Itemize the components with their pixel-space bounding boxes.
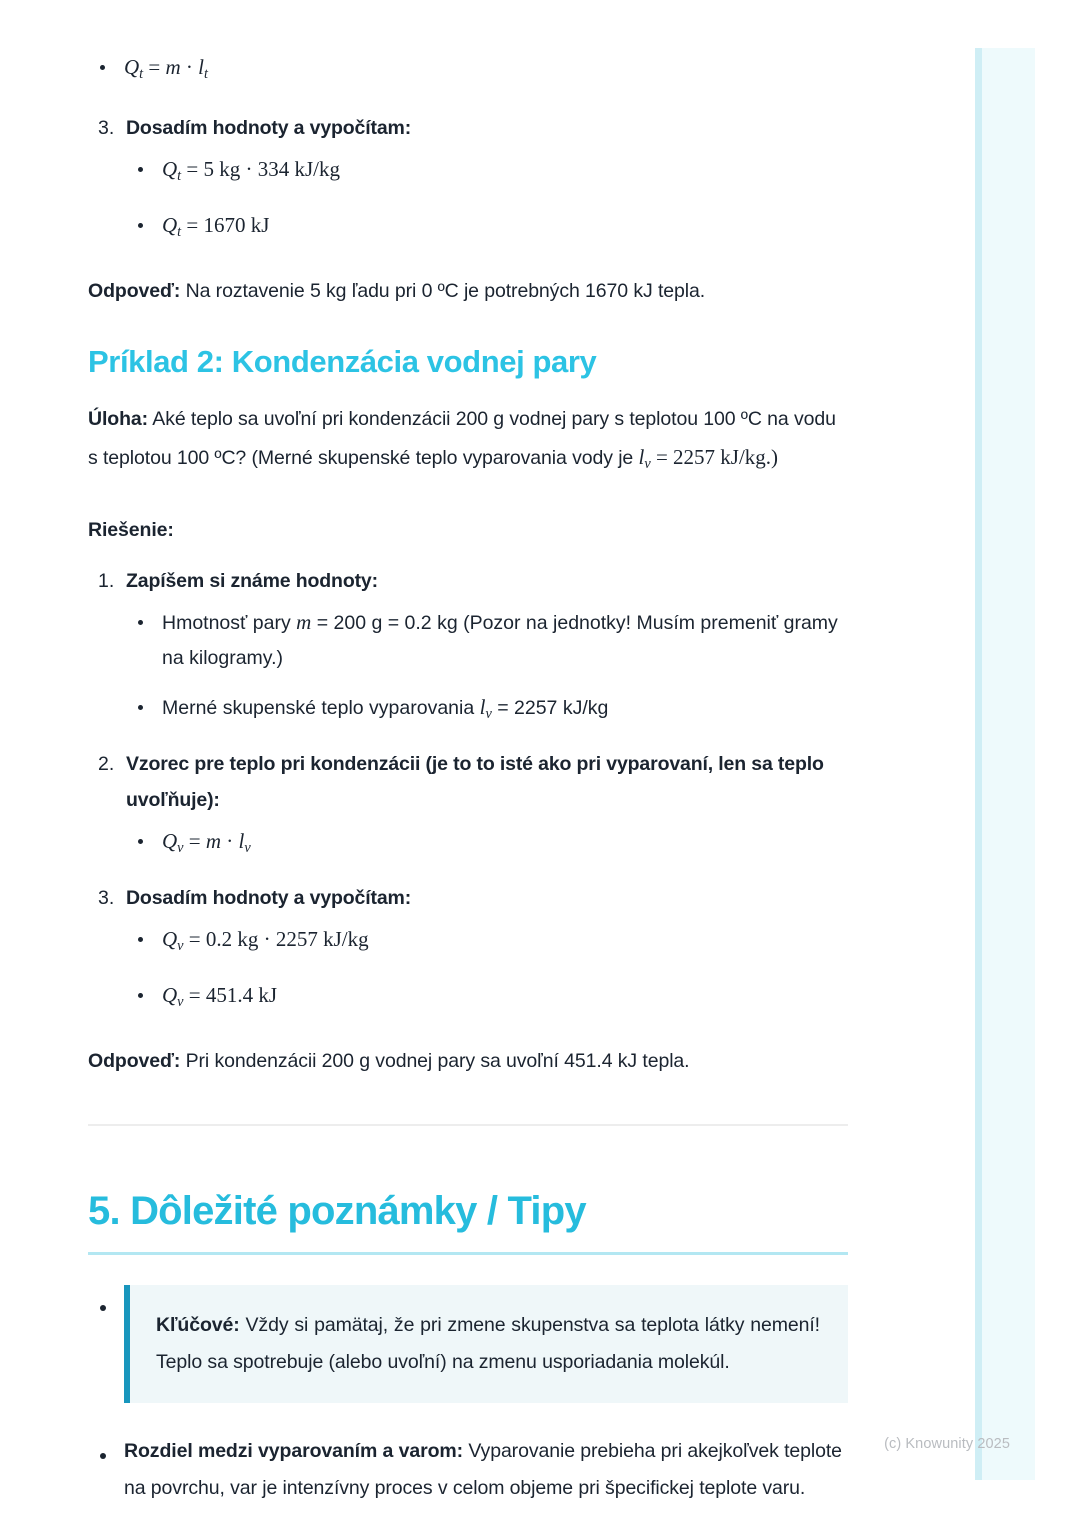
list-item — [88, 50, 848, 92]
step-item — [88, 563, 848, 732]
task-math-rest: = 2257 kJ/kg.) — [650, 444, 779, 469]
formula-qv-substituted: $Q_v = 0.2$ kg · 2257 kJ/kg — [162, 926, 369, 954]
task-text: Aké teplo sa uvoľní pri kondenzácii 200 g vodnej pary s teplotou 100 ºC na vodu s teplotou 100 ºC? (Merné skupenské teplo vyparovania vody je — [88, 407, 836, 469]
formula-qt-substituted: $Q_t = 5$ kg · 334 kJ/kg — [162, 156, 340, 184]
example2-answer — [88, 1042, 848, 1080]
step-title: Zapíšem si známe hodnoty: — [126, 569, 378, 592]
bullet-pre: Merné skupenské teplo vyparovania — [162, 696, 480, 719]
answer-label: Odpoveď: — [88, 279, 181, 302]
content-column — [88, 0, 848, 1507]
task-label: Úloha: — [88, 407, 149, 430]
step-title: Vzorec pre teplo pri kondenzácii (je to to isté ako pri vyparovaní, len sa teplo uvoľňuje): — [126, 752, 824, 811]
example1-steps — [88, 110, 848, 250]
example2-task — [88, 400, 848, 483]
task-math-lv: $l_v$ — [638, 444, 651, 472]
list-item — [88, 1285, 848, 1403]
key-callout-box — [124, 1285, 848, 1403]
answer-text: Na roztavenie 5 kg ľadu pri 0 ºC je potrebných 1670 kJ tepla. — [180, 279, 706, 302]
formula-qt-result: $Q_t = 1670$ kJ — [162, 212, 270, 240]
list-item — [126, 152, 848, 194]
formula-qv-equals-m-lv: $Q_v = m \cdot l_v$ — [162, 828, 251, 856]
step-number: 3. — [98, 116, 115, 139]
solution-label: Riešenie: — [88, 518, 174, 541]
formula-qv-result: $Q_v = 451.4$ kJ — [162, 982, 278, 1010]
tip-label: Rozdiel medzi vyparovaním a varom: — [124, 1439, 464, 1462]
step-item — [88, 746, 848, 866]
section5-tips — [88, 1285, 848, 1507]
math-lv: $l_v$ — [479, 694, 492, 722]
step-bullets — [126, 922, 848, 1020]
bullet-post: = 2257 kJ/kg — [491, 696, 609, 719]
example2-steps — [88, 563, 848, 1020]
step-bullets — [126, 824, 848, 866]
formula-qt-equals-m-lt: $Q_t = m \cdot l_t$ — [124, 55, 208, 82]
tip-text: Vyparovanie prebieha pri akejkoľvek teplote na povrchu, var je intenzívny proces v celom objeme pri špecifickej teplote varu. — [124, 1439, 842, 1499]
watermark: (c) Knowunity 2025 — [884, 1436, 1010, 1452]
example1-answer — [88, 272, 848, 310]
callout-paragraph — [156, 1307, 820, 1381]
step-bullets — [126, 605, 848, 732]
section5-heading: 5. Dôležité poznámky / Tipy — [88, 1188, 586, 1233]
step-bullets — [126, 152, 848, 250]
step-item — [88, 880, 848, 1020]
math-m: m — [296, 609, 312, 634]
step-title: Dosadím hodnoty a vypočítam: — [126, 116, 412, 139]
example2-heading: Príklad 2: Kondenzácia vodnej pary — [88, 343, 597, 379]
right-edge-band — [975, 48, 1035, 1480]
list-item — [126, 605, 848, 676]
right-edge-band-line — [975, 48, 982, 1480]
step-number: 1. — [98, 569, 115, 592]
step-item — [88, 110, 848, 250]
answer-text: Pri kondenzácii 200 g vodnej pary sa uvoľní 451.4 kJ tepla. — [180, 1049, 690, 1072]
callout-text: Vždy si pamätaj, že pri zmene skupenstva sa teplota látky nemení! Teplo sa spotrebuje (alebo uvoľní) na zmenu usporiadania molekúl. — [156, 1313, 820, 1373]
answer-label: Odpoveď: — [88, 1049, 181, 1072]
list-item — [126, 922, 848, 964]
list-item — [126, 978, 848, 1020]
step-number: 3. — [98, 886, 115, 909]
list-item — [126, 208, 848, 250]
callout-label: Kľúčové: — [156, 1313, 240, 1336]
list-item — [126, 824, 848, 866]
bullet-post: = 200 g = 0.2 kg (Pozor na jednotky! Musím premeniť gramy na kilogramy.) — [162, 611, 838, 669]
list-item — [126, 690, 848, 732]
example1-formula-list — [88, 50, 848, 92]
step-number: 2. — [98, 752, 115, 775]
step-title: Dosadím hodnoty a vypočítam: — [126, 886, 412, 909]
bullet-pre: Hmotnosť pary — [162, 611, 297, 634]
